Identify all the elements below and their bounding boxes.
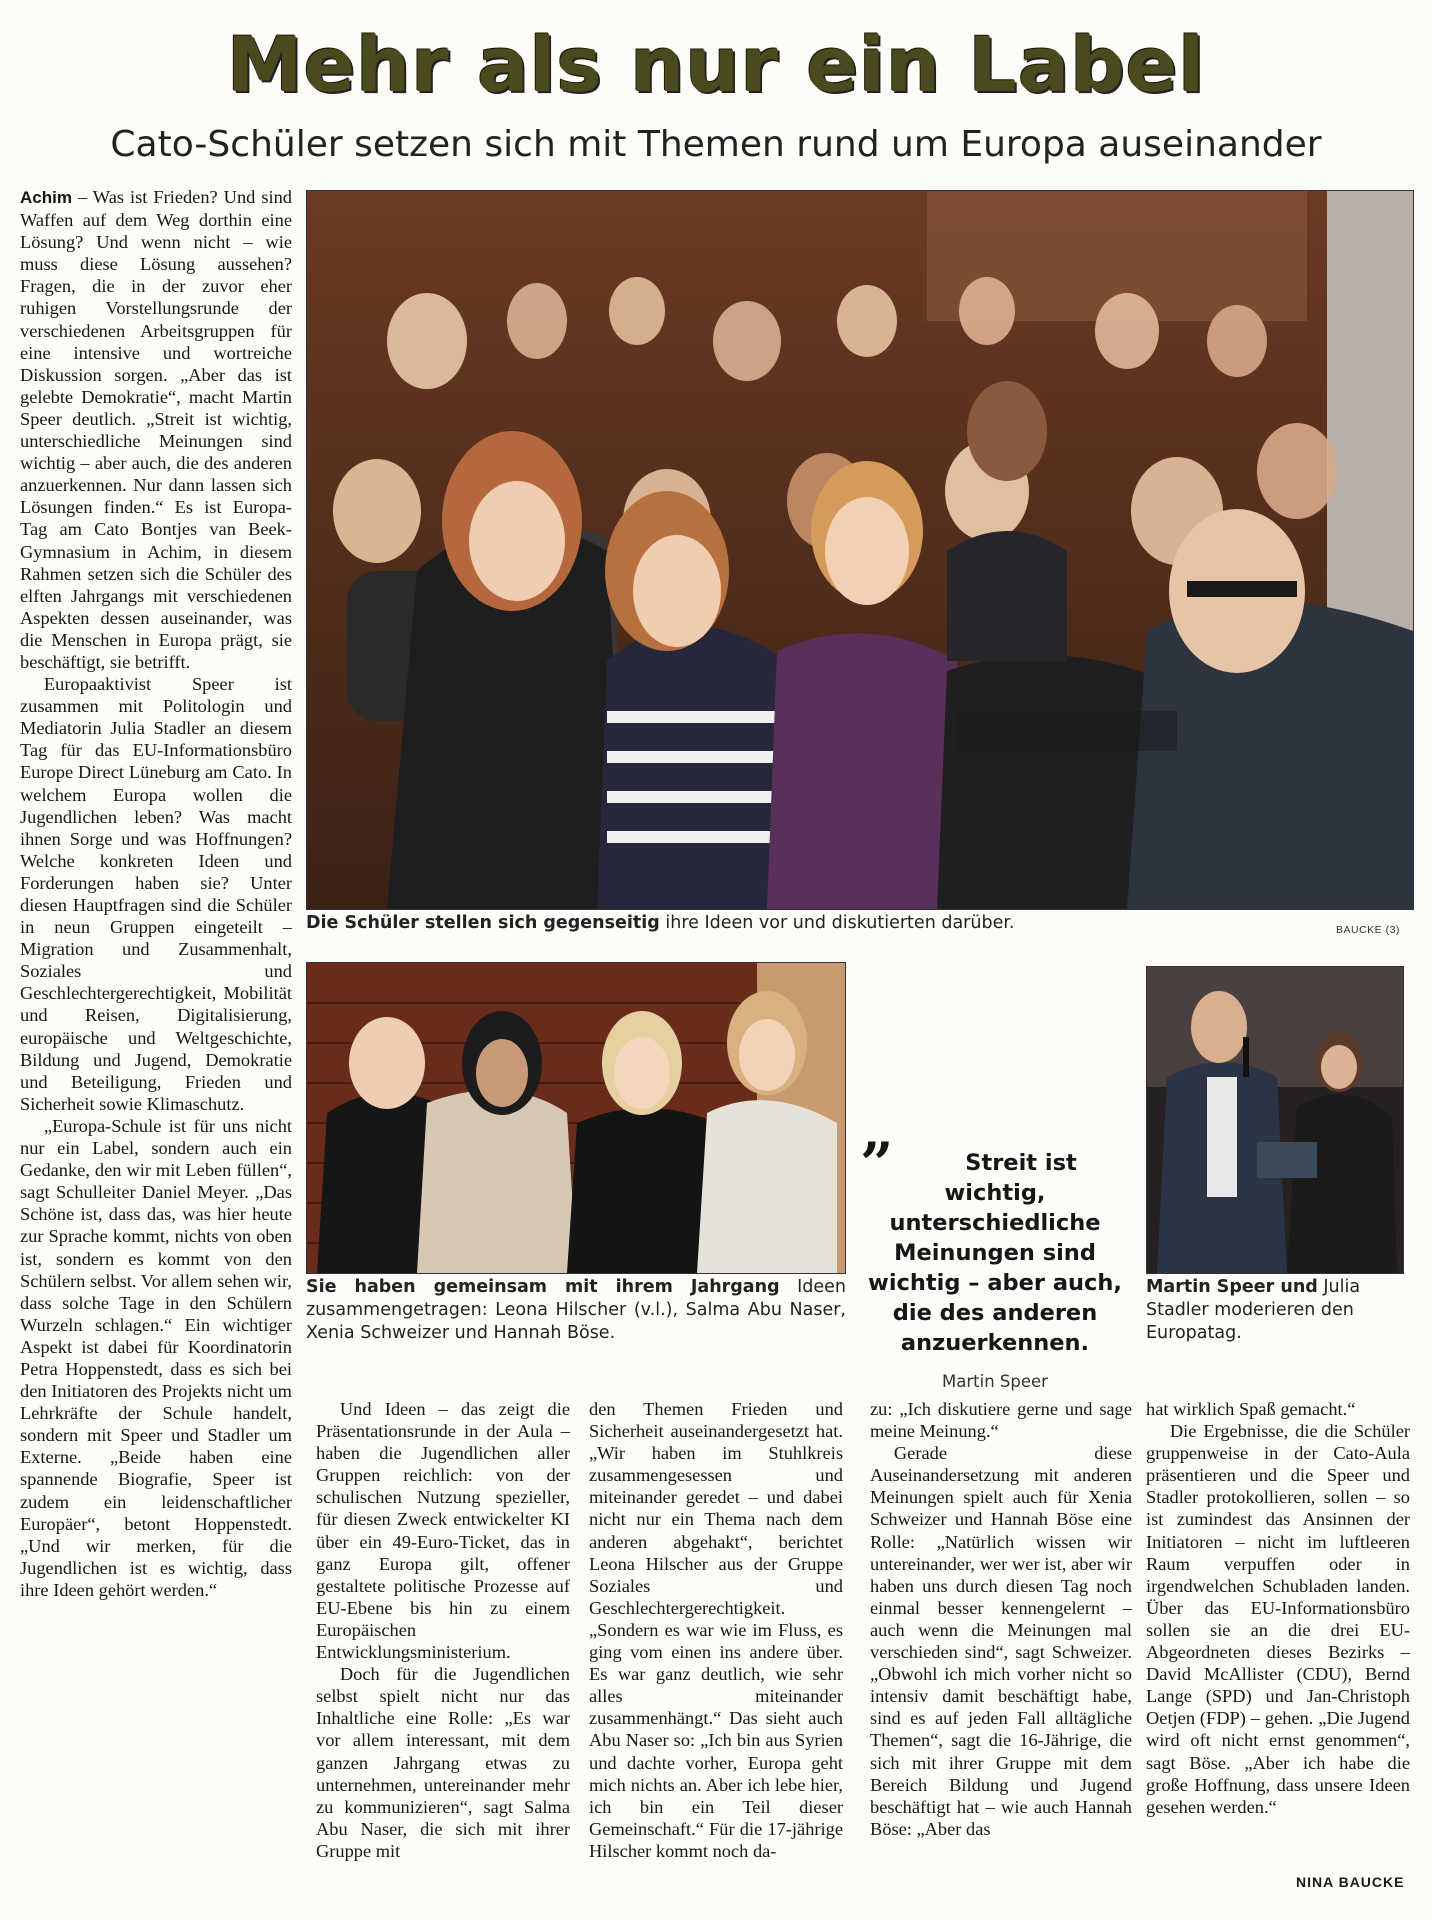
- speaker-photo: [1146, 966, 1404, 1274]
- article-column-5: [1146, 1398, 1410, 1818]
- article-column-3: [589, 1398, 843, 1862]
- paragraph: Gerade diese Auseinandersetzung mit anderen Meinungen spielt auch für Xenia Schweizer und Hannah Böse eine Rolle: „Natürlich wissen wir untereinander, wer wer ist, aber wir haben uns durch diesen Tag noch einmal besser kennengelernt – auch wenn die Meinungen mal verschieden sind“, sagt Schweizer. „Obwohl ich mich vorher nicht so intensiv damit beschäftigt habe, sind es auf jeden Fall alltägliche Themen“, sagt die 16-Jährige, die sich mit ihrer Gruppe mit dem Bereich Bildung und Jugend beschäftigt hat – wie auch Hannah Böse: „Aber das: [870, 1443, 1132, 1839]
- main-photo-caption: Die Schüler stellen sich gegenseitig ihre Ideen vor und diskutierten darüber.: [306, 913, 1015, 933]
- paragraph: den Themen Frieden und Sicherheit auseinandergesetzt hat. „Wir haben im Stuhlkreis zusammengesessen und miteinander geredet – und dabei nicht nur ein Thema nach dem anderen abgehakt“, berichtet Leona Hilscher aus der Gruppe Soziales und Geschlechtergerechtigkeit. „Sondern es war wie im Fluss, es ging vom einen ins andere über. Es war ganz deutlich, wie sehr alles miteinander zusammenhängt.“ Das sieht auch Abu Naser so: „Ich bin aus Syrien und dachte vorher, Europa geht mich nichts an. Aber ich lebe hier, ich bin ein Teil dieser Gemeinschaft.“ Für die 17-jährige Hilscher kommt noch da-: [589, 1399, 843, 1861]
- speaker-photo-caption: Martin Speer und Julia Stadler moderieren den Europatag.: [1146, 1277, 1361, 1343]
- article-column-1: [20, 186, 292, 1601]
- pull-quote-text: ” Streit ist wichtig, unterschiedliche Meinungen sind wichtig – aber auch, die des anderen anzuerkennen.: [860, 1130, 1122, 1356]
- subheadline: Cato-Schüler setzen sich mit Themen rund um Europa auseinander: [110, 124, 1322, 165]
- pull-quote: [860, 1130, 1130, 1391]
- group-photo-caption: Sie haben gemeinsam mit ihrem Jahrgang Ideen zusammengetragen: Leona Hilscher (v.l.), Salma Abu Naser, Xenia Schweizer und Hannah Böse.: [306, 1277, 846, 1343]
- audience-photo-illustration: [307, 191, 1413, 909]
- paragraph: „Europa-Schule ist für uns nicht nur ein Label, sondern auch ein Gedanke, den wir mit Leben füllen“, sagt Schulleiter Daniel Meyer. „Das Schöne ist, dass das, was hier heute zur Sprache kommt, nichts von oben ist, sondern es kommt von den Schülern selbst. Vor allem sehen wir, dass solche Tage in den Schülern Wurzeln schlagen.“ Ein wichtiger Aspekt ist dabei für Koordinatorin Petra Hoppenstedt, dass es sich bei den Initiatoren des Projekts nicht um Lehrkräfte der Schule handelt, sondern mit Speer und Stadler um Externe. „Beide haben eine spannende Biografie, Speer ist zudem ein leidenschaftlicher Europäer“, betont Hoppenstedt. „Und wir merken, für die Jugendlichen ist es wichtig, dass ihre Ideen gehört werden.“: [20, 1115, 292, 1600]
- author-byline: NINA BAUCKE: [1296, 1874, 1405, 1890]
- lead-paragraph: Achim – Was ist Frieden? Und sind Waffen auf dem Weg dorthin eine Lösung? Und wenn nicht – wie muss diese Lösung aussehen? Fragen, die in der zuvor eher ruhigen Vorstellungsrunde der verschiedenen Arbeitsgruppen für eine intensive und wortreiche Diskussion sorgen. „Aber das ist gelebte Demokratie“, macht Martin Speer deutlich. „Streit ist wichtig, unterschiedliche Meinungen sind wichtig – aber auch, die des anderen anzuerkennen. Nur dann lassen sich Lösungen finden.“ Es ist Europa-Tag am Cato Bontjes van Beek-Gymnasium in Achim, in diesem Rahmen setzen sich die Schüler des elften Jahrgangs mit verschiedenen Aspekten dessen auseinander, was die Menschen in Europa prägt, sie beschäftigt, sie betrifft.: [20, 187, 292, 672]
- paragraph: Und Ideen – das zeigt die Präsentationsrunde in der Aula – haben die Jugendlichen aller Gruppen reichlich: von der schulischen Nutzung spezieller, für diesen Zweck entwickelter KI über ein 49-Euro-Ticket, das in ganz Europa gilt, offener gestaltete politische Prozesse auf EU-Ebene bis hin zu einem Europäischen Entwicklungsministerium.: [316, 1399, 570, 1663]
- paragraph: zu: „Ich diskutiere gerne und sage meine Meinung.“: [870, 1399, 1132, 1442]
- article-column-4: [870, 1398, 1132, 1840]
- paragraph: Europaaktivist Speer ist zusammen mit Politologin und Mediatorin Julia Stadler an diesem Tag für das EU-Informationsbüro Europe Direct Lüneburg am Cato. In welchem Europa wollen die Jugendlichen leben? Was macht ihnen Sorge und was Hoffnungen? Welche konkreten Ideen und Forderungen haben sie? Unter diesen Hauptfragen sind die Schüler in neun Gruppen eingeteilt – Migration und Zusammenhalt, Soziales und Geschlechtergerechtigkeit, Mobilität und Reisen, Digitalisierung, europäische und Weltgeschichte, Bildung und Jugend, Demokratie und Beteiligung, Frieden und Sicherheit sowie Klimaschutz.: [20, 674, 292, 1114]
- pull-quote-author: Martin Speer: [942, 1372, 1048, 1391]
- dateline: Achim: [20, 188, 72, 207]
- headline: Mehr als nur ein Label: [226, 20, 1206, 109]
- article-column-2: [316, 1398, 570, 1862]
- paragraph: Die Ergebnisse, die die Schüler gruppenweise in der Cato-Aula präsentieren und die Speer und Stadler protokollieren, sollen – so ist zumindest das Ansinnen der Initiatoren – nicht im luftleeren Raum verpuffen oder in irgendwelchen Schubladen landen. Über das EU-Informationsbüro sollen sie an die drei EU-Abgeordneten dieses Bezirks – David McAllister (CDU), Bernd Lange (SPD) und Jan-Christoph Oetjen (FDP) – gehen. „Die Jugend wird oft nicht ernst genommen“, sagt Böse. „Aber ich habe die große Hoffnung, dass unsere Ideen gesehen werden.“: [1146, 1421, 1410, 1817]
- speaker-photo-illustration: [1147, 967, 1403, 1273]
- main-photo: [306, 190, 1414, 910]
- paragraph: Doch für die Jugendlichen selbst spielt nicht nur das Inhaltliche eine Rolle: „Es war vor allem interessant, mit dem ganzen Jahrgang etwas zu unternehmen, untereinander mehr zu kommunizieren“, sagt Salma Abu Naser, die sich mit ihrer Gruppe mit: [316, 1664, 570, 1861]
- quote-mark-icon: ”: [860, 1130, 894, 1198]
- group-photo-illustration: [307, 963, 845, 1273]
- paragraph: hat wirklich Spaß gemacht.“: [1146, 1399, 1356, 1419]
- group-photo: [306, 962, 846, 1274]
- photo-credit: BAUCKE (3): [1336, 924, 1400, 936]
